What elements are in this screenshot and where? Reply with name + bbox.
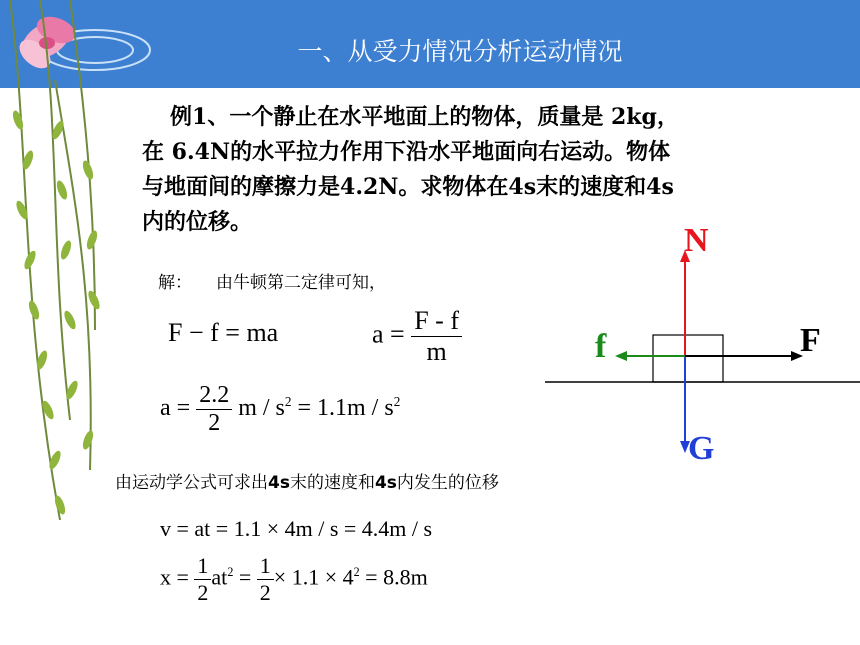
equation-velocity: v = at = 1.1 × 4m / s = 4.4m / s (160, 516, 433, 541)
fraction-numerator: 2.2 (196, 382, 232, 410)
problem-text: ， (656, 105, 679, 130)
problem-text: 。求物体在 (398, 175, 509, 200)
problem-text: 、一个静止在水平地面上的物体，质量是 (207, 105, 611, 130)
problem-text: 例 (170, 105, 193, 130)
eq-result: = 8.8m (359, 564, 428, 590)
fraction-numerator: 1 (194, 553, 211, 580)
problem-line-3 (142, 170, 842, 201)
kinematics-text-part: 内发生的位移 (396, 473, 499, 493)
kinematics-text (115, 468, 499, 493)
problem-text: 与地面间的摩擦力是 (142, 175, 341, 200)
exponent: 2 (353, 565, 360, 580)
problem-number: 4s (508, 174, 537, 200)
label-F: F (800, 322, 821, 359)
equation-acceleration-value (160, 382, 400, 437)
eq-lhs: a = (372, 319, 405, 349)
problem-number: 4s (646, 174, 674, 200)
fraction (257, 553, 274, 606)
label-f: f (595, 328, 607, 365)
eq-unit: m / s (238, 395, 285, 422)
equation-acceleration-formula (372, 306, 462, 367)
exponent: 2 (284, 394, 292, 410)
fraction-numerator: 1 (257, 553, 274, 580)
kinematics-number: 4s (268, 473, 290, 493)
problem-number: 1 (192, 104, 208, 130)
fraction-denominator: 2 (208, 410, 221, 436)
eq-term: × 1.1 × 4 (273, 564, 354, 590)
friction-arrow (615, 351, 685, 361)
problem-line-1 (170, 100, 860, 131)
problem-text: 在 (142, 140, 172, 165)
problem-line-4: 内的位移。 (142, 210, 253, 235)
fraction (194, 553, 211, 606)
fraction-denominator: m (426, 337, 447, 366)
problem-line-2 (142, 135, 842, 166)
normal-force-arrow (680, 250, 690, 356)
eq-lhs: a = (160, 395, 191, 422)
problem-text: 末的速度和 (536, 175, 647, 200)
label-N: N (684, 222, 709, 259)
eq-term: at (211, 564, 228, 590)
eq-equals: = (233, 564, 257, 590)
equation-newton: F − f = ma (168, 318, 279, 347)
problem-number: 2kg (611, 104, 657, 130)
kinematics-number: 4s (374, 473, 397, 493)
fraction-numerator: F - f (411, 306, 462, 337)
newton-law-text: 由牛顿第二定律可知， (216, 273, 386, 293)
exponent: 2 (227, 565, 234, 580)
problem-number: 4.2N (340, 174, 399, 200)
lotus-icon (14, 12, 150, 74)
exponent: 2 (393, 394, 401, 410)
block (653, 335, 723, 382)
eq-result: = 1.1m / s (291, 395, 394, 422)
label-G: G (688, 430, 715, 467)
slide-title: 一、从受力情况分析运动情况 (297, 37, 623, 66)
fraction (196, 382, 232, 437)
fraction-denominator: 2 (197, 580, 209, 605)
pull-force-arrow (685, 351, 803, 361)
problem-number: 6.4N (171, 139, 231, 165)
solution-label: 解： (158, 273, 192, 293)
kinematics-text-part: 由运动学公式可求出 (115, 473, 268, 493)
kinematics-text-part: 末的速度和 (289, 473, 375, 493)
problem-text: 的水平拉力作用下沿水平地面向右运动。物体 (230, 140, 671, 165)
fraction (411, 306, 462, 367)
equation-displacement (160, 553, 428, 606)
eq-lhs: x = (160, 564, 189, 590)
fraction-denominator: 2 (259, 580, 271, 605)
